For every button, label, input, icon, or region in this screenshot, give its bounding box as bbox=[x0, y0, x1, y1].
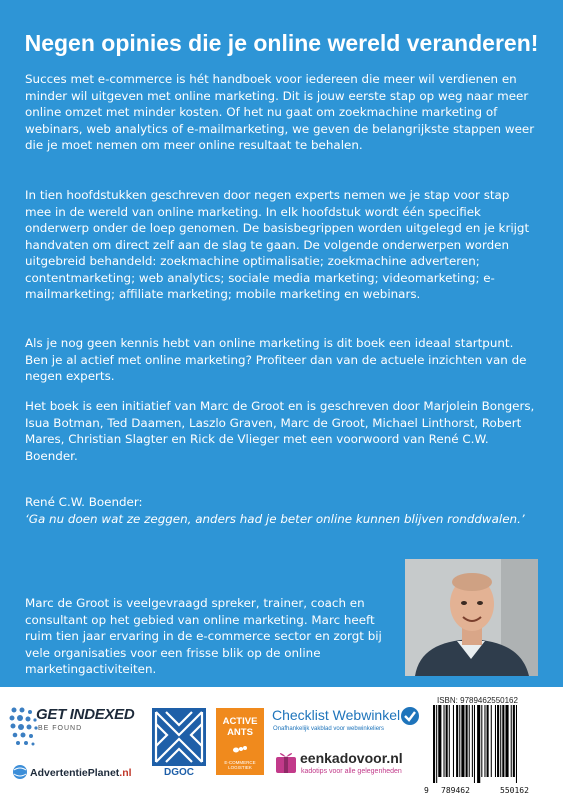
chapters-paragraph bbox=[25, 187, 537, 303]
eenkadovoor-logo-subtext: kadotips voor alle gelegenheden bbox=[301, 768, 402, 775]
barcode-bar bbox=[433, 705, 435, 783]
barcode-bar bbox=[487, 705, 489, 777]
isbn-digits-left: 789462 bbox=[441, 786, 470, 795]
activeants-logo-subtext: E-COMMERCE LOGISTIEK bbox=[224, 760, 256, 770]
advertentieplanet-globe-icon bbox=[12, 764, 28, 780]
paragraph-3: Als je nog geen kennis hebt van online marketing is dit boek een ideaal startpunt. Ben je al actief met online marketing? Profiteer dan van de actuele inzichten van de negen experts. bbox=[25, 336, 527, 383]
cover-title: Negen opinies die je online wereld veranderen! bbox=[24, 30, 539, 56]
barcode-bar bbox=[500, 705, 501, 777]
advertentieplanet-tld: .nl bbox=[119, 767, 132, 779]
barcode-bar bbox=[511, 705, 512, 777]
checkmark-badge-icon bbox=[400, 706, 420, 726]
barcode-bar bbox=[505, 705, 508, 777]
barcode-bar bbox=[495, 705, 496, 777]
barcode-bar bbox=[513, 705, 515, 777]
intro-paragraph bbox=[25, 71, 537, 154]
advertentieplanet-name: AdvertentiePlanet bbox=[30, 767, 120, 779]
barcode-bar bbox=[516, 705, 517, 783]
quote-text: ‘Ga nu doen wat ze zeggen, anders had je beter online kunnen blijven ronddwalen.’ bbox=[25, 511, 525, 526]
barcode-bar bbox=[453, 705, 454, 777]
checklist-webwinkel-logo-subtext: Onafhankelijk vakblad voor webwinkeliers bbox=[273, 726, 385, 732]
barcode-bar bbox=[497, 705, 499, 777]
advertentieplanet-logo-text bbox=[30, 767, 132, 779]
getindexed-logo-text: GET INDEXED bbox=[36, 706, 135, 723]
paragraph-2: In tien hoofdstukken geschreven door negen experts nemen we je stap voor stap mee in de wereld van online marketing. In elk hoofdstuk wordt één specifiek onderwerp onder de loep genomen. De basisbegrippen worden uitgelegd en je krijgt handvaten om direct zelf aan de slag te gaan. De volgende onderwerpen worden uitgebreid behandeld: zoekmachine optimalisatie; zoekmachine adverteren; contentmarketing; web analytics; sociale media marketing; videomarketing; e-mailmarketing; affiliate marketing; mobile marketing en webinars. bbox=[25, 188, 530, 301]
barcode-bar bbox=[481, 705, 482, 777]
barcode-bar bbox=[484, 705, 485, 777]
eenkadovoor-logo-text: eenkadovoor.nl bbox=[300, 750, 403, 766]
isbn-digit-first: 9 bbox=[424, 786, 429, 795]
barcode-bar bbox=[446, 705, 448, 777]
authors-paragraph bbox=[25, 398, 537, 464]
barcode-bar bbox=[502, 705, 504, 777]
getindexed-logo-subtext: BE FOUND bbox=[38, 725, 83, 732]
barcode-bar bbox=[474, 705, 475, 783]
audience-paragraph bbox=[25, 335, 537, 385]
ant-icon bbox=[232, 742, 248, 756]
activeants-logo-text: ACTIVE ANTS bbox=[222, 716, 258, 738]
barcode-bar bbox=[491, 705, 492, 777]
barcode-bar bbox=[438, 705, 441, 777]
author-bio-text: Marc de Groot is veelgevraagd spreker, trainer, coach en consultant op het gebied van online marketing. Marc heeft ruim tien jaar ervaring in de e-commerce sector en zorgt bij vele organisaties voor een frisse blik op de online marketingactiviteiten. bbox=[25, 596, 382, 676]
barcode-bar bbox=[449, 705, 450, 777]
barcode-bar bbox=[456, 705, 458, 777]
dgoc-logo-text: DGOC bbox=[164, 767, 194, 778]
barcode-bar bbox=[469, 705, 470, 777]
barcode-bar bbox=[436, 705, 437, 783]
isbn-label: ISBN: 9789462550162 bbox=[437, 696, 518, 705]
author-bio bbox=[25, 595, 403, 678]
barcode-bar bbox=[472, 705, 473, 777]
paragraph-4: Het boek is een initiatief van Marc de Groot en is geschreven door Marjolein Bongers, Isua Botman, Ted Daamen, Laszlo Graven, Marc de Groot, Michael Linthorst, Robert Mares, Christian Slagter en Rick de Vlieger met een voorwoord van René C.W. Boender. bbox=[25, 399, 535, 463]
barcode-bar bbox=[466, 705, 468, 777]
gift-icon bbox=[274, 748, 298, 774]
checklist-webwinkel-logo-text: Checklist Webwinkel bbox=[272, 707, 401, 723]
isbn-digits-right: 550162 bbox=[500, 786, 529, 795]
dgoc-logo-icon bbox=[152, 708, 206, 766]
quote-author: René C.W. Boender: bbox=[25, 495, 143, 509]
quote-block bbox=[25, 494, 537, 527]
author-photo bbox=[405, 559, 538, 676]
barcode-bar bbox=[459, 705, 460, 777]
barcode-bar bbox=[477, 705, 480, 783]
barcode-bar bbox=[461, 705, 464, 777]
isbn-barcode-icon bbox=[431, 705, 556, 783]
barcode-bar bbox=[444, 705, 445, 777]
paragraph-1: Succes met e-commerce is hét handboek voor iedereen die meer wil verdienen en minder wil uitgeven met online marketing. Dit is jouw eerste stap op weg naar meer online omzet met minder kosten. Of het nu gaat om zoekmachine marketing of webinars, web analytics of e-mailmarketing, we geven de belangrijkste stappen weer die je moet nemen om meer online resultaat te behalen. bbox=[25, 72, 535, 152]
